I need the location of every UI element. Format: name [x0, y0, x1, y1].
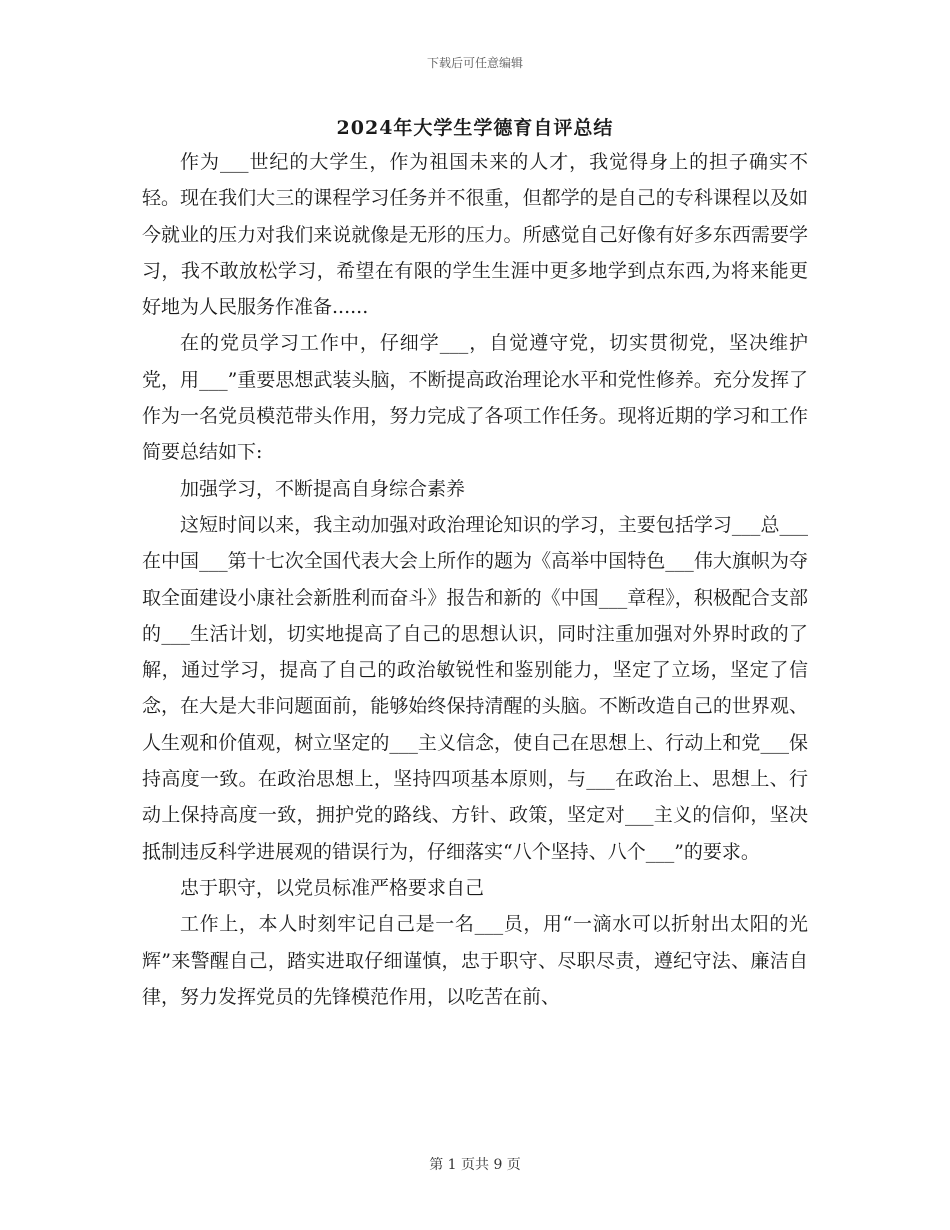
document-title: 2024年大学生学德育自评总结 [336, 117, 614, 139]
paragraph-work: 工作上，本人时刻牢记自己是一名___员，用“一滴水可以折射出太阳的光辉”来警醒自己，踏实进取仔细谨慎，忠于职守、尽职尽责，遵纪守法、廉洁自律，努力发挥党员的先锋模范作用，以吃苦在前、 [142, 913, 808, 1008]
paragraph-intro: 作为___世纪的大学生，作为祖国未来的人才，我觉得身上的担子确实不轻。现在我们大三的课程学习任务并不很重，但都学的是自己的专科课程以及如今就业的压力对我们来说就像是无形的压力。所感觉自己好像有好多东西需要学习，我不敢放松学习，希望在有限的学生生涯中更多地学到点东西,为将来能更好地为人民服务作准备...... [142, 151, 808, 319]
page-header-note: 下载后可任意编辑 [426, 56, 523, 70]
document-body [142, 144, 808, 1015]
section-heading-duty: 忠于职守，以党员标准严格要求自己 [180, 876, 485, 899]
paragraph-study-details: 这短时间以来，我主动加强对政治理论知识的学习，主要包括学习___总___在中国___第十七次全国代表大会上所作的题为《高举中国特色___伟大旗帜为夺取全面建设小康社会新胜利而奋斗》报告和新的《中国___章程》，积极配合支部的___生活计划，切实地提高了自己的思想认识，同时注重加强对外界时政的了解，通过学习，提高了自己的政治敏锐性和鉴别能力，坚定了立场，坚定了信念，在大是大非问题面前，能够始终保持清醒的头脑。不断改造自己的世界观、人生观和价值观，树立坚定的___主义信念，使自己在思想上、行动上和党___保持高度一致。在政治思想上，坚持四项基本原则，与___在政治上、思想上、行动上保持高度一致，拥护党的路线、方针、政策，坚定对___主义的信仰，坚决抵制违反科学进展观的错误行为，仔细落实“八个坚持、八个___”的要求。 [142, 513, 808, 863]
paragraph-party-study: 在的党员学习工作中，仔细学___，自觉遵守党，切实贯彻党，坚决维护党，用___”重要思想武装头脑，不断提高政治理论水平和党性修养。充分发挥了作为一名党员模范带头作用，努力完成了各项工作任务。现将近期的学习和工作简要总结如下: [142, 332, 808, 464]
page-number: 第 1 页共 9 页 [429, 1157, 521, 1173]
section-heading-study: 加强学习，不断提高自身综合素养 [180, 477, 466, 500]
